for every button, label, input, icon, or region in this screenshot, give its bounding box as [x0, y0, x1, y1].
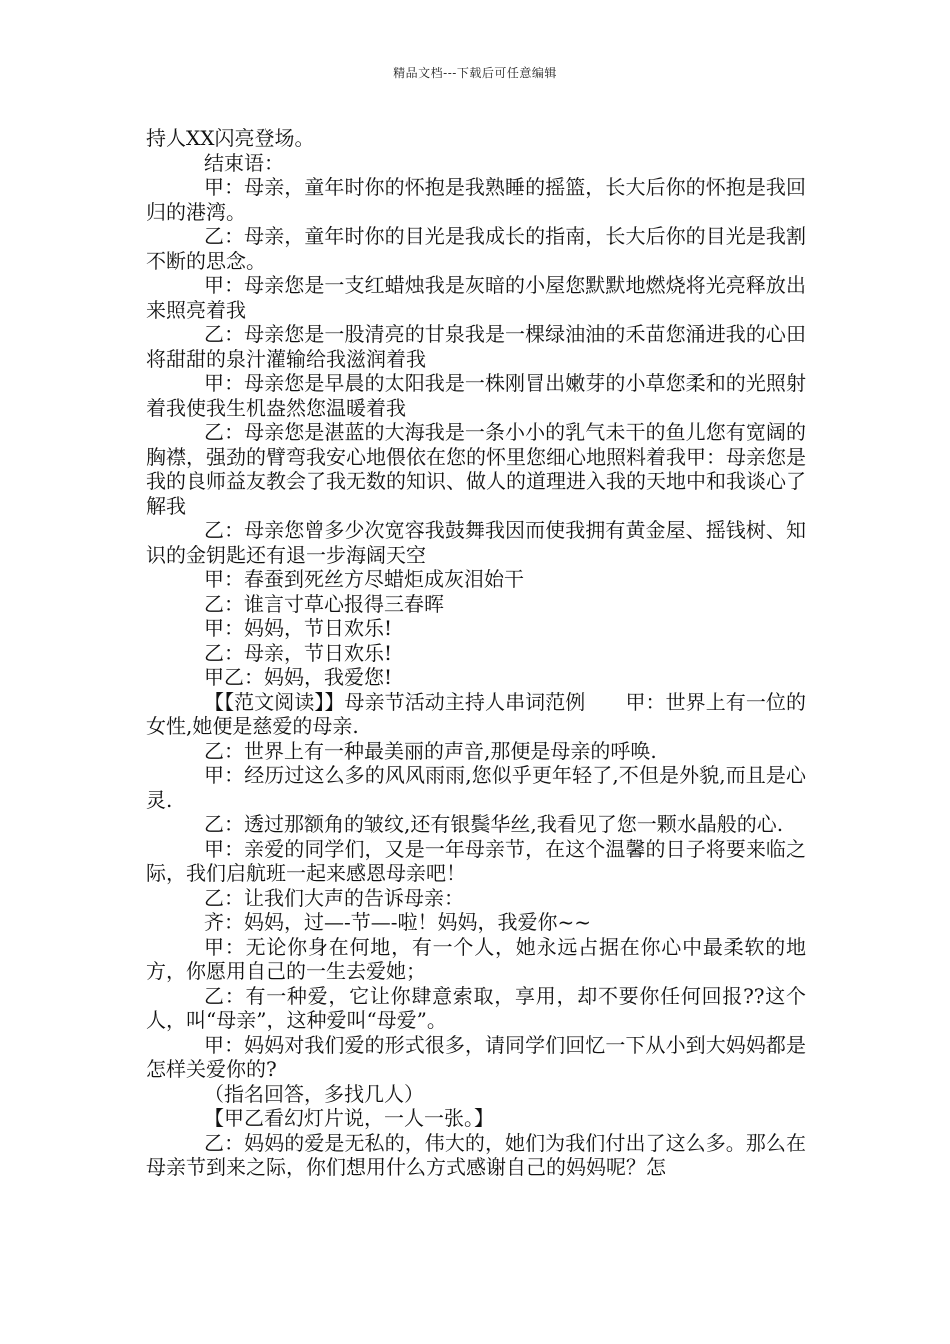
paragraph: 乙：母亲，节日欢乐! [204, 640, 393, 665]
paragraph: 乙：世界上有一种最美丽的声音,那便是母亲的呼唤. [204, 738, 657, 763]
paragraph: 甲：经历过这么多的风风雨雨,您似乎更年轻了,不但是外貌,而且是心灵. [146, 763, 806, 812]
paragraph: 齐：妈妈，过—-节—-啦！妈妈，我爱你~~ [204, 910, 592, 934]
paragraph: 结束语： [204, 150, 284, 175]
paragraph: 【甲乙看幻灯片说，一人一张。】 [204, 1106, 494, 1130]
paragraph: 甲：母亲，童年时你的怀抱是我熟睡的摇篮，长大后你的怀抱是我回归的港湾。 [146, 175, 806, 224]
paragraph: 乙：让我们大声的告诉母亲： [204, 885, 464, 910]
paragraph: 【【范文阅读】】母亲节活动主持人串词范例 甲：世界上有一位的女性,她便是慈爱的母亲. [146, 689, 806, 738]
document-body [146, 126, 806, 1180]
paragraph: 乙：透过那额角的皱纹,还有银鬓华丝,我看见了您一颗水晶般的心. [204, 812, 784, 836]
paragraph: 乙：谁言寸草心报得三春晖 [204, 591, 444, 616]
page-header: 精品文档---下载后可任意编辑 [393, 66, 557, 80]
paragraph: 甲：母亲您是一支红蜡烛我是灰暗的小屋您默默地燃烧将光亮释放出来照亮着我 [146, 273, 806, 322]
paragraph: 乙：母亲您是湛蓝的大海我是一条小小的乳气未干的鱼儿您有宽阔的胸襟，强劲的臂弯我安心地偎依在您的怀里您细心地照料着我甲：母亲您是我的良师益友教会了我无数的知识、做人的道理进入我的天地中和我谈心了解我 [146, 420, 806, 518]
paragraph: 持人XX闪亮登场。 [146, 126, 315, 150]
paragraph: 甲：无论你身在何地，有一个人，她永远占据在你心中最柔软的地方，你愿用自己的一生去爱她； [146, 934, 806, 983]
paragraph: 甲：妈妈对我们爱的形式很多，请同学们回忆一下从小到大妈妈都是怎样关爱你的? [146, 1032, 806, 1081]
paragraph: 乙：母亲您曾多少次宽容我鼓舞我因而使我拥有黄金屋、摇钱树、知识的金钥匙还有退一步海阔天空 [146, 518, 806, 567]
paragraph: 乙：有一种爱，它让你肆意索取，享用，却不要你任何回报??这个人，叫“母亲”，这种爱叫“母爱”。 [146, 983, 806, 1032]
paragraph: 乙：母亲您是一股清亮的甘泉我是一棵绿油油的禾苗您涌进我的心田将甜甜的泉汁灌输给我滋润着我 [146, 322, 806, 371]
paragraph: 甲：妈妈，节日欢乐! [204, 616, 393, 640]
paragraph: 乙：妈妈的爱是无私的，伟大的，她们为我们付出了这么多。那么在母亲节到来之际，你们想用什么方式感谢自己的妈妈呢？怎 [146, 1130, 806, 1179]
paragraph: （指名回答，多找几人） [204, 1081, 424, 1106]
paragraph: 甲：春蚕到死丝方尽蜡炬成灰泪始干 [204, 567, 524, 591]
paragraph: 甲：母亲您是早晨的太阳我是一株刚冒出嫩芽的小草您柔和的光照射着我使我生机盎然您温暖着我 [146, 371, 806, 420]
paragraph: 甲：亲爱的同学们，又是一年母亲节，在这个温馨的日子将要来临之际，我们启航班一起来感恩母亲吧！ [146, 836, 806, 885]
paragraph: 甲乙：妈妈，我爱您! [204, 665, 393, 689]
paragraph: 乙：母亲，童年时你的目光是我成长的指南，长大后你的目光是我割不断的思念。 [146, 224, 806, 273]
